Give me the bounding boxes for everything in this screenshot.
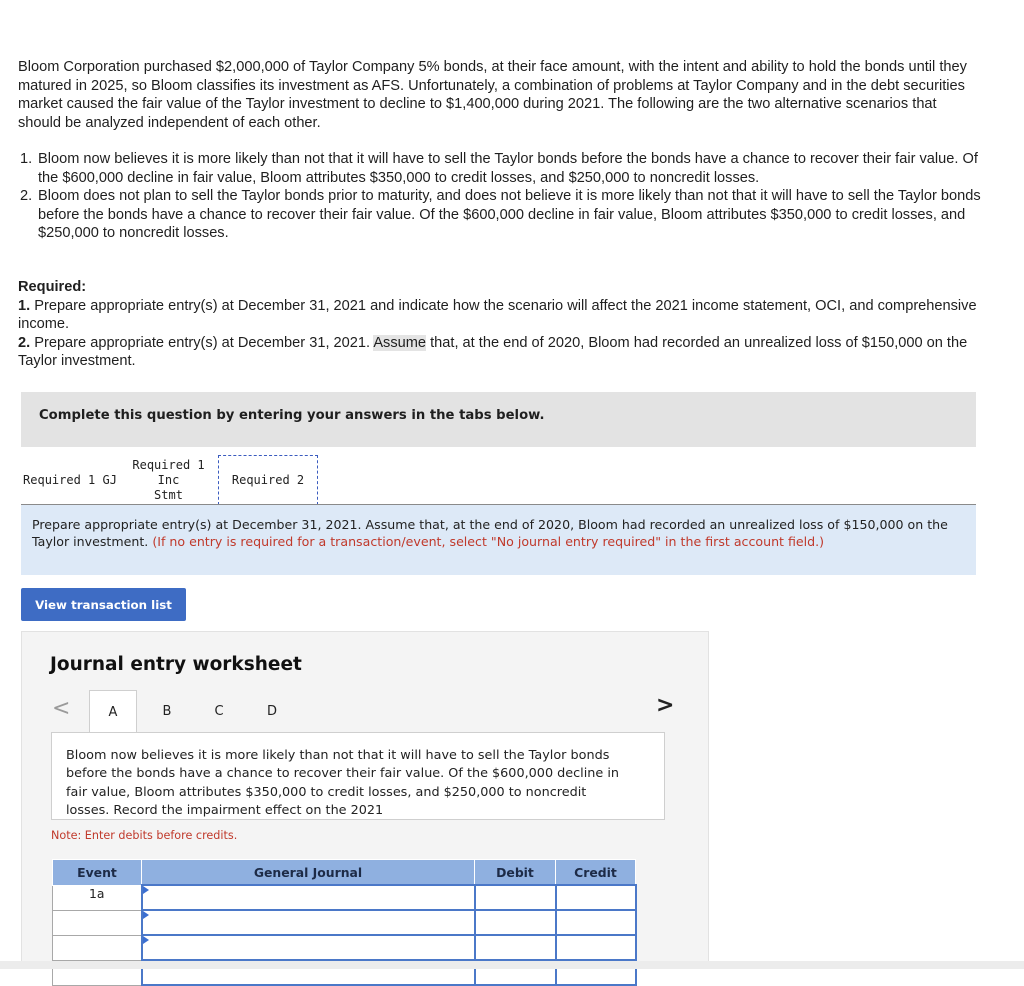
chevron-left-icon[interactable]: < xyxy=(52,696,71,721)
tab-required-2[interactable] xyxy=(218,455,318,505)
required-item-2 xyxy=(18,334,988,371)
account-select[interactable] xyxy=(142,885,475,910)
worksheet-title: Journal entry worksheet xyxy=(50,654,302,675)
instruction-text xyxy=(32,516,967,550)
scenario-number: 2. xyxy=(20,188,33,205)
dropdown-indicator-icon xyxy=(143,886,149,894)
column-header-debit: Debit xyxy=(475,860,556,886)
required-item-text: Prepare appropriate entry(s) at December 31, 2021. xyxy=(34,334,371,351)
highlighted-term[interactable]: Assume xyxy=(373,334,427,351)
debit-input[interactable] xyxy=(475,935,556,960)
column-header-credit: Credit xyxy=(556,860,636,886)
event-cell xyxy=(53,910,142,935)
column-header-event: Event xyxy=(53,860,142,886)
scenario-list xyxy=(18,150,998,243)
debit-input[interactable] xyxy=(475,885,556,910)
event-cell xyxy=(53,935,142,960)
scenario-item xyxy=(18,187,998,243)
tab-label: Required 1 Inc xyxy=(132,457,205,487)
tab-required-1-gj[interactable] xyxy=(21,455,119,505)
view-transaction-list-button[interactable]: View transaction list xyxy=(21,588,186,621)
page-bottom-edge xyxy=(0,961,1024,969)
event-cell: 1a xyxy=(53,885,142,910)
account-select[interactable] xyxy=(142,910,475,935)
problem-intro: Bloom Corporation purchased $2,000,000 of Taylor Company 5% bonds, at their face amount, with the intent and ability to hold the bonds until they matured in 2025, so Bloom classifies its investment as AFS. Unfortunately, a combination of problems at Taylor Company and in the debt securities market caused the fair value of the Taylor investment to decline to $1,400,000 during 2021. The following are the two alternative scenarios that should be analyzed independent of each other. xyxy=(18,59,967,131)
required-section xyxy=(18,278,988,371)
event-tab-b[interactable]: B xyxy=(162,703,172,719)
journal-entry-worksheet xyxy=(21,631,709,963)
event-tab-d[interactable]: D xyxy=(266,703,277,719)
table-row xyxy=(53,910,636,935)
required-item-1 xyxy=(18,297,988,334)
event-tab-c[interactable]: C xyxy=(214,703,224,719)
event-description-box xyxy=(51,732,665,820)
tab-label: Required 1 GJ xyxy=(23,473,117,487)
entry-note: Note: Enter debits before credits. xyxy=(51,829,238,842)
required-item-number: 1. xyxy=(18,297,31,314)
answer-tabs xyxy=(21,455,976,505)
banner-text: Complete this question by entering your answers in the tabs below. xyxy=(39,408,545,423)
table-row xyxy=(53,885,636,910)
tab-required-1-inc-stmt[interactable] xyxy=(119,455,218,505)
tab-label-line-2: Stmt xyxy=(154,487,183,502)
scenario-text: Bloom now believes it is more likely than not that it will have to sell the Taylor bonds before the bonds have a chance to recover their fair value. Of the $600,000 decline in fair value, Bloom attributes $350,000 to credit losses, and $250,000 to noncredit losses. xyxy=(38,151,978,186)
column-header-general-journal: General Journal xyxy=(142,860,475,886)
credit-input[interactable] xyxy=(556,910,636,935)
required-item-number: 2. xyxy=(18,334,31,351)
debit-input[interactable] xyxy=(475,910,556,935)
credit-input[interactable] xyxy=(556,885,636,910)
required-item-text: Prepare appropriate entry(s) at December 31, 2021 and indicate how the scenario will affect the 2021 income statement, OCI, and comprehensive income. xyxy=(18,297,977,333)
tab-label: Required 2 xyxy=(231,473,305,487)
required-heading: Required: xyxy=(18,279,87,295)
table-row xyxy=(53,935,636,960)
dropdown-indicator-icon xyxy=(143,936,149,944)
scenario-text: Bloom does not plan to sell the Taylor bonds prior to maturity, and does not believe it is more likely than not that it will have to sell the Taylor bonds before the bonds have a chance to recover their fair value. Of the $600,000 decline in fair value, Bloom attributes $350,000 to credit losses, and $250,000 to noncredit losses. xyxy=(38,188,981,242)
account-select[interactable] xyxy=(142,935,475,960)
event-tab-a[interactable]: A xyxy=(89,690,137,733)
chevron-right-icon[interactable]: > xyxy=(656,693,675,718)
credit-input[interactable] xyxy=(556,935,636,960)
dropdown-indicator-icon xyxy=(143,911,149,919)
scenario-number: 1. xyxy=(20,151,33,167)
required-item-text-cont: that, at the end of 2020, Bloom had recorded an unrealized loss of $150,000 on the Taylor investment. xyxy=(18,334,968,370)
tab-instructions xyxy=(21,505,976,575)
instruction-banner xyxy=(21,392,976,447)
instruction-note: (If no entry is required for a transaction/event, select "No journal entry required" in the first account field.) xyxy=(152,534,825,549)
event-description: Bloom now believes it is more likely than not that it will have to sell the Taylor bonds before the bonds have a chance to recover their fair value. Of the $600,000 decline in fair value, Bloom attributes $350,000 to credit losses, and $250,000 to noncredit losses. Record the impairment effect on the 2021 xyxy=(66,748,620,818)
instruction-main: Prepare appropriate entry(s) at December 31, 2021. Assume that, at the end of 2020, Bloom had recorded an unrealized loss of $150,000 on the Taylor investment. xyxy=(32,517,948,549)
scenario-item xyxy=(18,150,998,187)
